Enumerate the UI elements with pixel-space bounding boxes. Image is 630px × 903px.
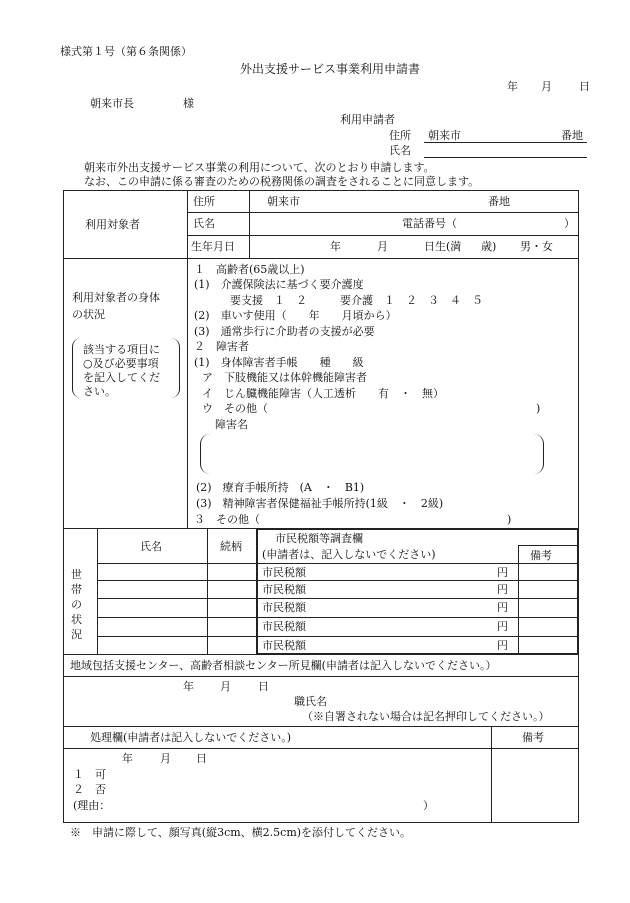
- condition-label-2: の状況: [72, 308, 105, 321]
- form-number: 様式第１号（第６条関係）: [60, 45, 192, 58]
- subject-address-label: 住所: [193, 195, 215, 208]
- tax-row: [257, 617, 578, 618]
- center-title: 地域包括支援センター、高齢者相談センター所見欄(申請者は記入しないでください。）: [70, 659, 497, 672]
- subject-name-label: 氏名: [193, 217, 215, 230]
- date-month: 月: [541, 80, 552, 93]
- condition-item: (2) 療育手帳所持 (A ・ B1): [196, 481, 365, 494]
- condition-item: (1) 身体障害者手帳 種 級: [194, 356, 364, 369]
- condition-item: ア 下肢機能又は体幹機能障害者: [202, 371, 367, 384]
- section-line: [63, 654, 579, 655]
- center-day: 日: [258, 680, 269, 693]
- condition-label-1: 利用対象者の身体: [72, 291, 160, 304]
- dob-year: 年: [330, 240, 341, 253]
- applicant-city: 朝来市: [428, 129, 461, 142]
- processing-day: 日: [196, 752, 207, 765]
- applicant-name-label: 氏名: [389, 144, 411, 157]
- condition-item: (2) 車いす使用（ 年 月頃から）: [194, 309, 397, 322]
- address-underline: [424, 142, 587, 143]
- dob-born: 日生(満: [424, 240, 462, 253]
- tax-row: [257, 636, 578, 637]
- frame-right: [578, 190, 579, 823]
- applicant-address-label: 住所: [389, 129, 411, 142]
- note-line: さい。: [83, 385, 116, 398]
- tax-row: [257, 580, 578, 581]
- yen-unit: 円: [497, 601, 508, 614]
- section-line: [63, 726, 579, 727]
- processing-title: 処理欄(申請者は記入しないでください。): [90, 731, 292, 744]
- condition-item: (1) 介護保険法に基づく要介護度: [194, 278, 364, 291]
- condition-item: ３ その他（: [194, 513, 260, 526]
- note-line: ○及び必要事項: [83, 357, 159, 370]
- col-divider: [187, 190, 188, 528]
- date-day: 日: [579, 80, 590, 93]
- processing-year: 年: [122, 752, 133, 765]
- condition-item: 要支援 １ ２ 要介護 １ ２ ３ ４ ５: [230, 294, 483, 307]
- tax-row-label: 市民税額: [262, 639, 306, 652]
- tax-row-label: 市民税額: [262, 566, 306, 579]
- frame-top: [63, 190, 579, 191]
- processing-remarks-col: [491, 726, 492, 823]
- paren-close: ): [536, 402, 541, 415]
- tax-title: 市民税額等調査欄: [275, 532, 363, 545]
- subject-label: 利用対象者: [85, 218, 140, 231]
- subject-banchi: 番地: [488, 195, 510, 208]
- note-line: を記入してくだ: [83, 371, 160, 384]
- footnote: ※ 申請に際して、顔写真(縦3cm、横2.5cm)を添付してください。: [70, 826, 412, 839]
- dob-label: 生年月日: [191, 240, 235, 253]
- name-underline: [424, 157, 587, 158]
- row-line: [187, 235, 578, 236]
- applicant-banchi: 番地: [561, 129, 583, 142]
- tax-row-label: 市民税額: [262, 601, 306, 614]
- household-row: [97, 563, 257, 564]
- tax-box-top: [256, 528, 579, 530]
- processing-month: 月: [160, 752, 171, 765]
- seal-note: （※自署されない場合は記名押印してください。）: [302, 710, 550, 723]
- yen-unit: 円: [497, 620, 508, 633]
- reason-paren-close: ）: [423, 799, 434, 812]
- tax-row-label: 市民税額: [262, 620, 306, 633]
- subject-city: 朝来市: [267, 195, 300, 208]
- official-label: 職氏名: [294, 695, 327, 708]
- intro-line-1: 朝来市外出支援サービス事業の利用について、次のとおり申請します。: [84, 161, 435, 174]
- condition-item: イ じん臓機能障害（人工透析 有 ・ 無）: [202, 387, 444, 400]
- dob-month: 月: [377, 240, 388, 253]
- condition-item: (3) 精神障害者保健福祉手帳所持(1級 ・ 2級): [196, 497, 444, 510]
- condition-item: (3) 通常歩行に介助者の支援が必要: [194, 325, 375, 338]
- condition-item: ウ その他（: [202, 402, 268, 415]
- note-line: 該当する項目に: [83, 343, 160, 356]
- tax-row: [257, 563, 578, 564]
- center-month: 月: [220, 680, 231, 693]
- condition-item: ２ 障害者: [194, 340, 249, 353]
- frame-left: [63, 190, 64, 823]
- sex-options: 男・女: [520, 240, 553, 253]
- household-row: [97, 617, 257, 618]
- processing-remarks: 備考: [522, 731, 544, 744]
- age-label: 歳): [481, 240, 497, 253]
- section-line: [63, 748, 579, 749]
- disability-name-bracket: [200, 434, 544, 474]
- tax-note: (申請者は、記入しないでください): [262, 548, 436, 561]
- condition-item: 障害名: [215, 418, 248, 431]
- tax-row-label: 市民税額: [262, 583, 306, 596]
- tax-row: [257, 598, 578, 599]
- reason-label: (理由：: [73, 799, 111, 812]
- section-line: [63, 676, 579, 677]
- subject-inner-divider: [249, 190, 250, 258]
- deny-option: ２ 否: [73, 783, 106, 796]
- center-year: 年: [183, 680, 194, 693]
- condition-item: １ 高齢者(65歳以上): [194, 263, 305, 276]
- col-relation-header: 続柄: [220, 540, 242, 553]
- yen-unit: 円: [497, 583, 508, 596]
- frame-bottom: [63, 822, 579, 823]
- tax-row: [518, 545, 578, 546]
- addressee: 朝来市長: [90, 97, 134, 110]
- intro-line-2: なお、この申請に係る審査のための税務関係の調査をされることに同意します。: [84, 175, 480, 188]
- tax-remarks-header: 備考: [530, 549, 552, 562]
- applicant-heading: 利用申請者: [340, 113, 395, 126]
- phone-label: 電話番号（: [402, 217, 457, 230]
- approve-option: １ 可: [73, 768, 106, 781]
- phone-paren-close: ）: [564, 217, 575, 230]
- honorific: 様: [183, 97, 194, 110]
- yen-unit: 円: [497, 639, 508, 652]
- section-line: [63, 258, 579, 259]
- household-row: [97, 580, 257, 581]
- form-title: 外出支援サービス事業利用申請書: [240, 62, 421, 76]
- household-label: 世 帯 の 状 況: [71, 568, 82, 641]
- household-row: [97, 636, 257, 637]
- yen-unit: 円: [497, 566, 508, 579]
- col-name-header: 氏名: [140, 540, 162, 553]
- household-row: [97, 598, 257, 599]
- paren-close: ): [507, 513, 512, 526]
- date-year: 年: [507, 80, 518, 93]
- row-line: [187, 212, 578, 213]
